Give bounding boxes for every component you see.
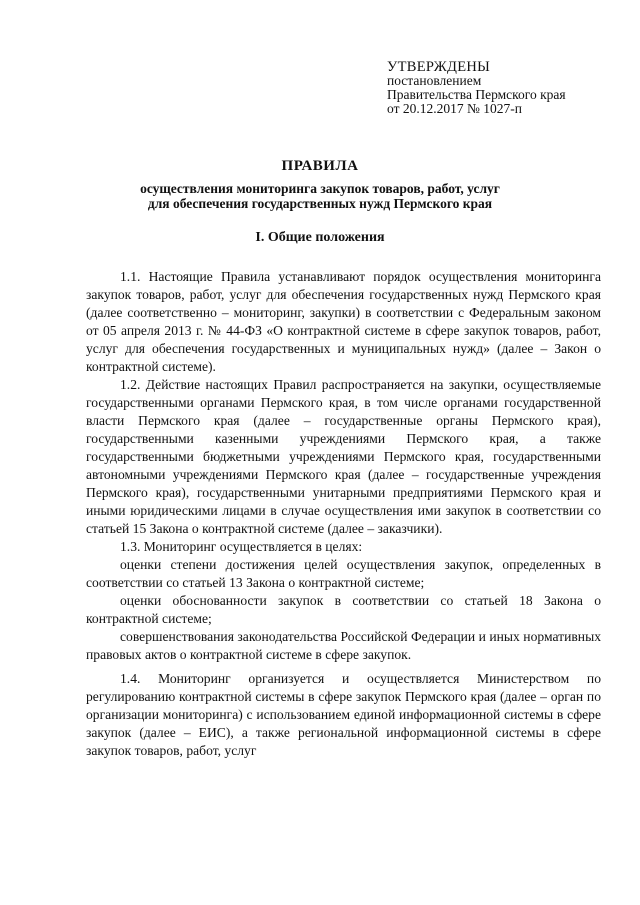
document-title: ПРАВИЛА bbox=[281, 158, 359, 174]
paragraph-1-4: 1.4. Мониторинг организуется и осуществляется Министерством по регулированию контрактной системы в сфере закупок Пермского края (далее – орган по организации мониторинга) с использованием единой информационной системы в сфере закупок (далее – ЕИС), а также региональной информационной системы в сфере закупок товаров, работ, услуг bbox=[86, 671, 601, 758]
approval-line: Правительства Пермского края bbox=[387, 87, 566, 102]
paragraph-1-1: 1.1. Настоящие Правила устанавливают порядок осуществления мониторинга закупок товаров, работ, услуг для обеспечения государственных нужд Пермского края (далее соответственно – мониторинг, закупки) в соответствии с Федеральным законом от 05 апреля 2013 г. № 44-ФЗ «О контрактной системе в сфере закупок товаров, работ, услуг для обеспечения государственных и муниципальных нужд» (далее – Закон о контрактной системе). bbox=[86, 269, 601, 374]
approval-date-number: от 20.12.2017 № 1027-п bbox=[387, 101, 522, 116]
paragraph-1-2: 1.2. Действие настоящих Правил распространяется на закупки, осуществляемые государственными органами Пермского края, в том числе органами государственной власти Пермского края (далее – государственные органы Пермского края), государственными казенными учреждениями Пермского края, а также государственными бюджетными учреждениями Пермского края, государственными автономными учреждениями Пермского края (далее – государственные учреждения Пермского края), государственными унитарными предприятиями Пермского края и иными юридическими лицами в случае осуществления ими закупок в соответствии со статьей 15 Закона о контрактной системе (далее – заказчики). bbox=[86, 377, 601, 536]
list-item: совершенствования законодательства Российской Федерации и иных нормативных правовых актов о контрактной системе в сфере закупок. bbox=[86, 629, 601, 662]
approval-line: постановлением bbox=[387, 73, 482, 88]
approval-heading: УТВЕРЖДЕНЫ bbox=[387, 59, 491, 75]
paragraph-1-3: 1.3. Мониторинг осуществляется в целях: bbox=[120, 539, 363, 554]
subtitle-line: осуществления мониторинга закупок товаров, работ, услуг bbox=[140, 181, 500, 196]
subtitle-line: для обеспечения государственных нужд Пермского края bbox=[147, 196, 493, 211]
document-subtitle bbox=[110, 181, 530, 211]
approval-stamp bbox=[387, 60, 566, 116]
section-heading: I. Общие положения bbox=[255, 230, 385, 245]
list-item: оценки степени достижения целей осуществления закупок, определенных в соответствии со статьей 13 Закона о контрактной системе; bbox=[86, 557, 601, 590]
document-body bbox=[86, 268, 601, 760]
list-item: оценки обоснованности закупок в соответствии со статьей 18 Закона о контрактной системе; bbox=[86, 593, 601, 626]
